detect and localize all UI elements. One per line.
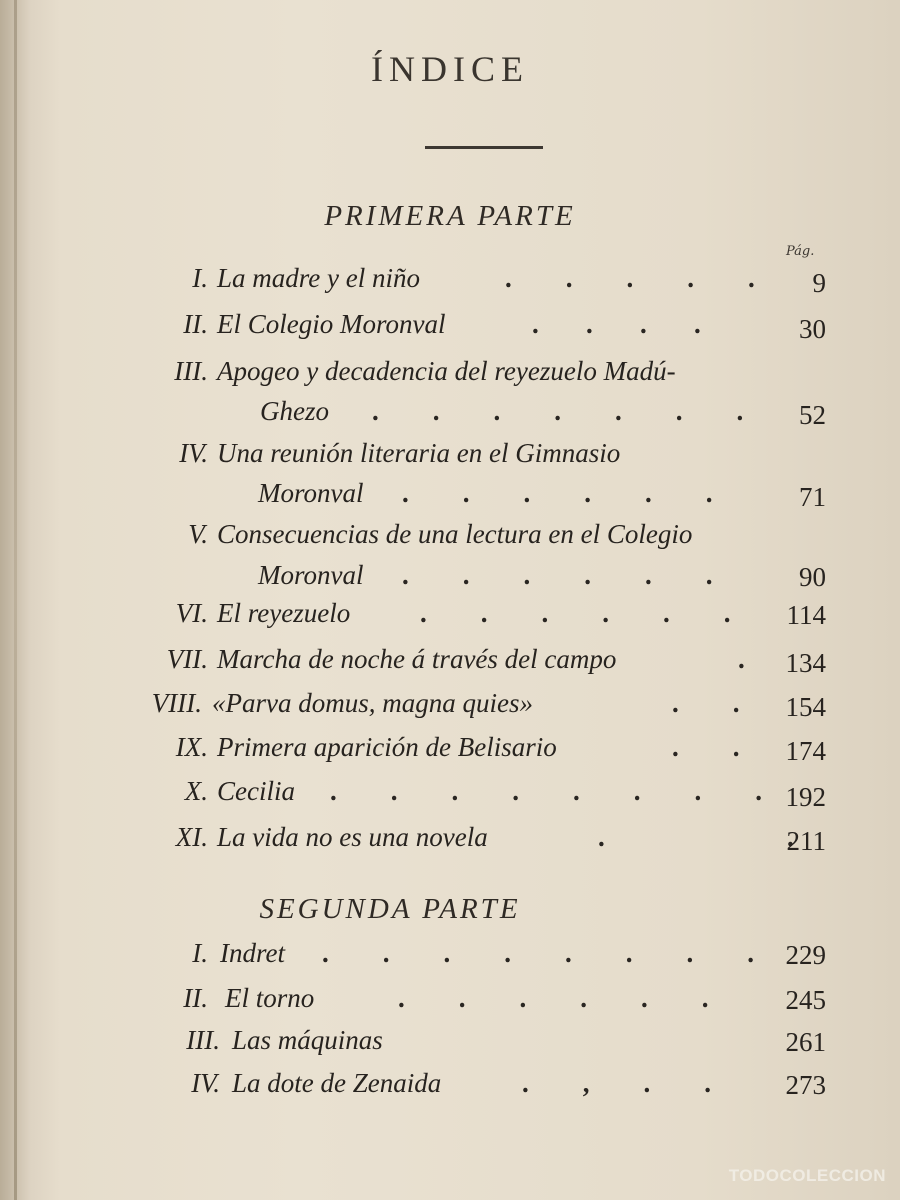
entry-title: Apogeo y decadencia del reyezuelo Madú- [217, 356, 676, 386]
leader-dots: . . [598, 822, 794, 852]
leader-dots: . . . . . . [402, 478, 713, 508]
entry-number: XI. [175, 822, 208, 852]
entry-title: Una reunión literaria en el Gimnasio [217, 438, 621, 468]
entry-page: 261 [785, 1027, 826, 1057]
entry-page: 154 [785, 692, 826, 722]
entry-title: Consecuencias de una lectura en el Colegio [217, 519, 693, 549]
entry-title: Cecilia [217, 776, 295, 806]
leader-dots: . . . . . . [420, 598, 731, 628]
leader-dots: . . . . . [505, 263, 755, 293]
entry-page: 174 [785, 736, 826, 766]
leader-dots: . . . . . . . [372, 396, 744, 426]
entry-page: 52 [799, 400, 826, 430]
entry-number: IX. [175, 732, 208, 762]
entry-page: 90 [799, 562, 826, 592]
entry-page: 71 [799, 482, 826, 512]
entry-number: VII. [166, 644, 208, 674]
entry-number: I. [192, 938, 208, 968]
title-divider [425, 146, 543, 149]
page-title: ÍNDICE [371, 49, 529, 89]
entry-page: 211 [786, 826, 826, 856]
leader-dots: . . . . . . [398, 983, 709, 1013]
entry-number: VI. [175, 598, 208, 628]
entry-number: IV. [191, 1068, 220, 1098]
entry-title: Primera aparición de Belisario [217, 732, 557, 762]
leader-dots: . . [672, 732, 740, 762]
entry-number: V. [188, 519, 208, 549]
entry-title: La madre y el niño [217, 263, 420, 293]
leader-dots: . . [672, 688, 740, 718]
entry-title-continuation: Moronval [258, 560, 364, 590]
leader-dots: . . . . . . . . [322, 938, 754, 968]
entry-title: Marcha de noche á través del campo [217, 644, 617, 674]
leader-dots: . . . . . . [402, 560, 713, 590]
entry-title: «Parva domus, magna quies» [212, 688, 533, 718]
entry-number: II. [183, 309, 208, 339]
entry-number: IV. [179, 438, 208, 468]
page-column-label: Pág. [786, 244, 815, 259]
entry-number: III. [174, 356, 208, 386]
entry-number: VIII. [151, 688, 202, 718]
entry-page: 192 [785, 782, 826, 812]
watermark: TODOCOLECCION [728, 1166, 886, 1185]
part-heading-primera: PRIMERA PARTE [324, 200, 576, 232]
entry-title: El torno [225, 983, 315, 1013]
leader-dots: . . . . . . . . [330, 776, 762, 806]
leader-dots: . [738, 644, 745, 674]
book-gutter [14, 0, 17, 1200]
entry-title: Las máquinas [232, 1025, 383, 1055]
entry-title: La dote de Zenaida [232, 1068, 442, 1098]
entry-page: 134 [785, 648, 826, 678]
entry-title: Indret [220, 938, 285, 968]
entry-number: I. [192, 263, 208, 293]
entry-title: El Colegio Moronval [217, 309, 446, 339]
part-heading-segunda: SEGUNDA PARTE [259, 893, 521, 925]
entry-page: 114 [786, 600, 826, 630]
entry-title-continuation: Ghezo [260, 396, 329, 426]
entry-title: El reyezuelo [217, 598, 351, 628]
entry-number: II. [183, 983, 208, 1013]
entry-title: La vida no es una novela [217, 822, 488, 852]
entry-page: 245 [785, 985, 826, 1015]
entry-number: X. [184, 776, 208, 806]
leader-dots: . , . . [522, 1068, 711, 1098]
entry-page: 273 [785, 1070, 826, 1100]
leader-dots: . . . . [532, 309, 701, 339]
entry-title-continuation: Moronval [258, 478, 364, 508]
entry-number: III. [186, 1025, 220, 1055]
entry-page: 229 [785, 940, 826, 970]
entry-page: 30 [799, 314, 826, 344]
entry-page: 9 [812, 268, 826, 298]
